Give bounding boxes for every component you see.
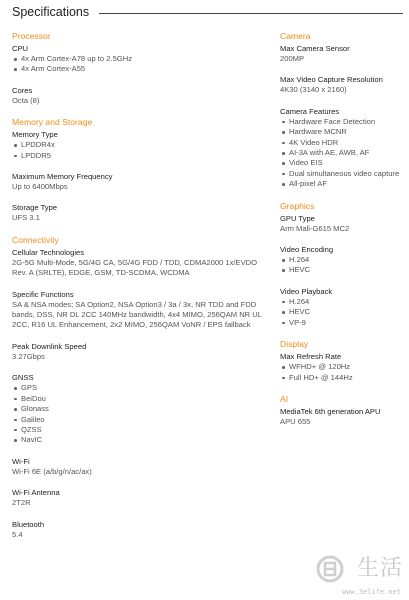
spec-item [12, 172, 268, 192]
spec-item [12, 373, 268, 445]
spec-section [280, 394, 406, 427]
spec-value: 200MP [280, 54, 305, 63]
spec-item [12, 86, 268, 106]
spec-label: GNSS [12, 373, 34, 383]
spec-value-list [12, 140, 268, 161]
spec-value: 5.4 [12, 529, 23, 539]
spec-label: Memory Type [12, 130, 58, 140]
spec-label: MediaTek 6th generation APU [280, 406, 381, 416]
spec-item [280, 75, 406, 95]
spec-value-item: 4K Video HDR [280, 138, 406, 148]
spec-section [12, 235, 268, 540]
spec-label: Peak Downlink Speed [12, 341, 87, 351]
spec-value: Up to 6400Mbps [12, 182, 68, 192]
spec-value-item: WFHD+ @ 120Hz [280, 362, 406, 372]
spec-label: Cores [12, 85, 33, 95]
spec-label: Camera Features [280, 106, 340, 116]
spec-value-list [280, 362, 406, 383]
spec-value-item: Dual simultaneous video capture [280, 169, 406, 179]
spec-label: Cellular Technologies [12, 247, 85, 257]
spec-section [280, 31, 406, 190]
spec-value-item: Galileo [12, 415, 268, 425]
spec-section [280, 339, 406, 383]
spec-value: APU 655 [280, 416, 311, 426]
spec-value-item: 4x Arm Cortex-A55 [12, 64, 268, 74]
spec-value: 3.27Gbps [12, 351, 45, 361]
watermark-logo-icon [315, 554, 345, 584]
spec-item [280, 44, 406, 64]
spec-item [280, 407, 406, 427]
watermark-text: 生活 [356, 556, 403, 581]
spec-value-list [280, 297, 406, 328]
spec-value-item: Hardware MCNR [280, 127, 406, 137]
right-column [280, 31, 406, 438]
spec-label: Max Refresh Rate [280, 352, 342, 362]
spec-item [12, 520, 268, 540]
spec-item [12, 44, 268, 75]
spec-value-item: All-pixel AF [280, 179, 406, 189]
spec-label: Wi-Fi Antenna [12, 488, 60, 498]
spec-value-list [12, 383, 268, 445]
spec-value: UFS 3.1 [12, 213, 40, 223]
spec-value: 2G-5G Multi-Mode, 5G/4G CA, 5G/4G FDD / TDD, CDMA2000 1x/EVDO Rev. A (SRLTE), EDGE, GSM, TD-SCDMA, WCDMA [12, 257, 258, 278]
spec-label: Maximum Memory Frequency [12, 172, 113, 182]
spec-label: Max Video Capture Resolution [280, 75, 383, 85]
spec-item [280, 107, 406, 190]
spec-value: SA & NSA modes; SA Option2, NSA Option3 / 3a / 3x, NR TDD and FDD bands, DSS, NR DL 2CC 140MHz bandwidth, 4x4 MIMO, 256QAM NR UL 2CC, R16 UL Enhancement, 2x2 MIMO, 256QAM VoNR / EPS fallback [12, 299, 262, 330]
spec-label: Max Camera Sensor [280, 44, 350, 53]
spec-value-item: QZSS [12, 425, 268, 435]
spec-item [12, 342, 268, 362]
spec-value-list [280, 117, 406, 190]
spec-value-item: H.264 [280, 297, 406, 307]
spec-value: Octa (8) [12, 95, 40, 105]
spec-item [12, 290, 268, 331]
spec-value-list [280, 255, 406, 276]
spec-item [12, 203, 268, 223]
spec-value-item: Video EIS [280, 158, 406, 168]
spec-label: GPU Type [280, 213, 315, 223]
spec-item [12, 130, 268, 161]
title-rule [99, 13, 403, 14]
spec-value-item: HEVC [280, 265, 406, 275]
spec-section [280, 201, 406, 328]
spec-item [12, 488, 268, 508]
spec-value-item: LPDDR4x [12, 140, 268, 150]
spec-item [280, 352, 406, 383]
spec-value-item: HEVC [280, 307, 406, 317]
spec-item [12, 248, 268, 279]
spec-label: CPU [12, 44, 29, 53]
section-title: Processor [12, 31, 51, 41]
spec-value-item: Hardware Face Detection [280, 117, 406, 127]
spec-value: Wi-Fi 6E (a/b/g/n/ac/ax) [12, 466, 92, 476]
section-title: Memory and Storage [12, 117, 93, 128]
spec-value: 2T2R [12, 498, 31, 508]
spec-value: 4K30 (3140 x 2160) [280, 85, 347, 95]
spec-value-item: BeiDou [12, 394, 268, 404]
spec-label: Storage Type [12, 203, 58, 213]
spec-section [12, 31, 268, 106]
spec-item [280, 214, 406, 234]
section-title: AI [280, 393, 289, 404]
spec-value-item: VP-9 [280, 318, 406, 328]
left-column [12, 31, 268, 551]
spec-value-item: H.264 [280, 255, 406, 265]
spec-value-item: Full HD+ @ 144Hz [280, 373, 406, 383]
spec-label: Bluetooth [12, 519, 45, 529]
spec-value-item: Glonass [12, 404, 268, 414]
spec-item [280, 287, 406, 328]
section-title: Display [280, 339, 309, 350]
spec-item [12, 457, 268, 477]
spec-label: Specific Functions [12, 289, 74, 299]
spec-section [12, 117, 268, 224]
section-title: Connectivity [12, 234, 59, 245]
spec-label: Video Playback [280, 286, 333, 296]
section-title: Camera [280, 31, 311, 41]
spec-value-item: NavIC [12, 435, 268, 445]
page-title: Specifications [12, 5, 90, 19]
section-title: Graphics [280, 200, 315, 211]
watermark [297, 540, 407, 598]
spec-item [280, 245, 406, 276]
spec-value-item: LPDDR5 [12, 151, 268, 161]
spec-value-item: AI-3A with AE, AWB, AF [280, 148, 406, 158]
spec-value: Arm Mali-G615 MC2 [280, 223, 350, 233]
spec-value-list [12, 54, 268, 75]
spec-value-item: 4x Arm Cortex-A78 up to 2.5GHz [12, 54, 268, 64]
spec-label: Wi-Fi [12, 456, 30, 466]
spec-label: Video Encoding [280, 245, 334, 255]
watermark-url: www.3elife.net [341, 588, 401, 596]
spec-value-item: GPS [12, 383, 268, 393]
